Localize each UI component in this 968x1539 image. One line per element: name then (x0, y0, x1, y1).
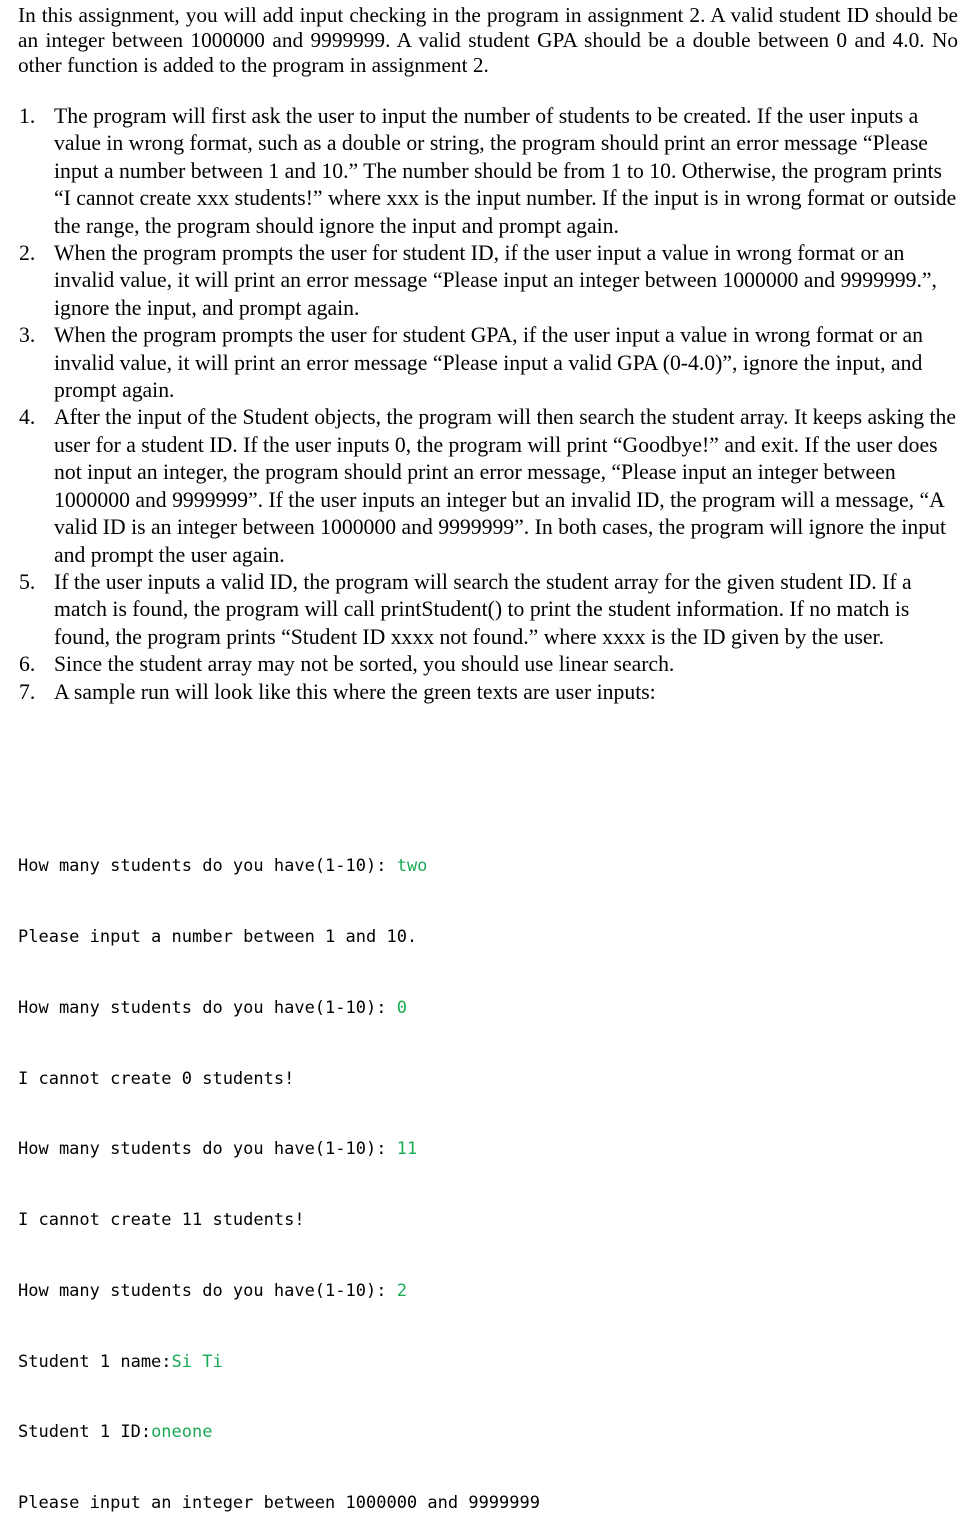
console-line (18, 1209, 948, 1233)
console-output: I cannot create 11 students! (18, 1210, 305, 1231)
console-output: I cannot create 0 students! (18, 1068, 295, 1089)
list-item-number: 7. (19, 679, 36, 704)
assignment-document (18, 3, 958, 706)
requirements-list (18, 103, 958, 706)
list-item (18, 103, 958, 240)
console-user-input: 2 (396, 1280, 407, 1301)
list-item (18, 679, 958, 706)
list-item-number: 4. (19, 405, 36, 430)
list-item-text: After the input of the Student objects, the program will then search the student array. It keeps asking the user for a student ID. If the user inputs 0, the program will print “Goodbye!” and exit. If the user does not input an integer, the program should print an error message, “Please input an integer between 1000000 and 9999999”. If the user inputs an integer but an invalid ID, the program will a message, “A valid ID is an integer between 1000000 and 9999999”. In both cases, the program will ignore the input and prompt the user again. (54, 405, 956, 567)
console-output: How many students do you have(1-10): (18, 1280, 397, 1301)
list-item-text: The program will first ask the user to input the number of students to be created. If the user inputs a value in wrong format, such as a double or string, the program should print an error message “Please input a number between 1 and 10.” The number should be from 1 to 10. Otherwise, the program prints “I cannot create xxx students!” where xxx is the input number. If the input is in wrong format or outside the range, the program should ignore the input and prompt again. (54, 104, 957, 238)
list-item (18, 322, 958, 404)
console-line (18, 926, 948, 950)
list-item (18, 404, 958, 568)
list-item-text: When the program prompts the user for student GPA, if the user input a value in wrong format or an invalid value, it will print an error message “Please input a valid GPA (0-4.0)”, ignore the input, and prompt again. (54, 323, 923, 403)
console-user-input: Si Ti (171, 1351, 223, 1372)
console-output: Student 1 ID: (18, 1422, 152, 1443)
list-item-number: 3. (19, 323, 36, 348)
intro-paragraph: In this assignment, you will add input checking in the program in assignment 2. A valid student ID should be an integer between 1000000 and 9999999. A valid student GPA should be a double between 0 and 4.0. No other function is added to the program in assignment 2. (18, 3, 958, 77)
console-line (18, 1280, 948, 1304)
list-item-number: 1. (19, 104, 36, 128)
list-item-text: A sample run will look like this where the green texts are user inputs: (54, 679, 656, 704)
console-line (18, 1351, 948, 1375)
list-item-number: 6. (19, 652, 36, 677)
console-line (18, 1492, 948, 1516)
console-user-input: 0 (396, 997, 407, 1018)
list-item-number: 5. (19, 569, 36, 594)
console-output: How many students do you have(1-10): (18, 856, 397, 877)
console-output: How many students do you have(1-10): (18, 997, 397, 1018)
console-line (18, 855, 948, 879)
sample-run-console (18, 808, 948, 1539)
list-item-text: If the user inputs a valid ID, the program will search the student array for the given student ID. If a match is found, the program will call printStudent() to print the student information. If no match is found, the program prints “Student ID xxxx not found.” where xxxx is the ID given by the user. (54, 569, 912, 649)
console-user-input: 11 (396, 1139, 418, 1160)
console-line (18, 997, 948, 1021)
list-item-number: 2. (19, 241, 36, 266)
console-user-input: two (396, 856, 428, 877)
list-item (18, 651, 958, 678)
list-item-text: Since the student array may not be sorted, you should use linear search. (54, 652, 675, 677)
list-item (18, 569, 958, 651)
list-item (18, 240, 958, 322)
console-line (18, 1068, 948, 1092)
console-user-input: oneone (151, 1422, 213, 1443)
list-item-text: When the program prompts the user for student ID, if the user input a value in wrong format or an invalid value, it will print an error message “Please input an integer between 1000000 and 9999999.”, ignore the input, and prompt again. (54, 241, 937, 320)
console-output: Please input a number between 1 and 10. (18, 926, 418, 947)
console-line (18, 1138, 948, 1162)
console-output: Please input an integer between 1000000 and 9999999 (18, 1493, 540, 1514)
console-line (18, 1421, 948, 1445)
console-output: Student 1 name: (18, 1351, 172, 1372)
console-output: How many students do you have(1-10): (18, 1139, 397, 1160)
